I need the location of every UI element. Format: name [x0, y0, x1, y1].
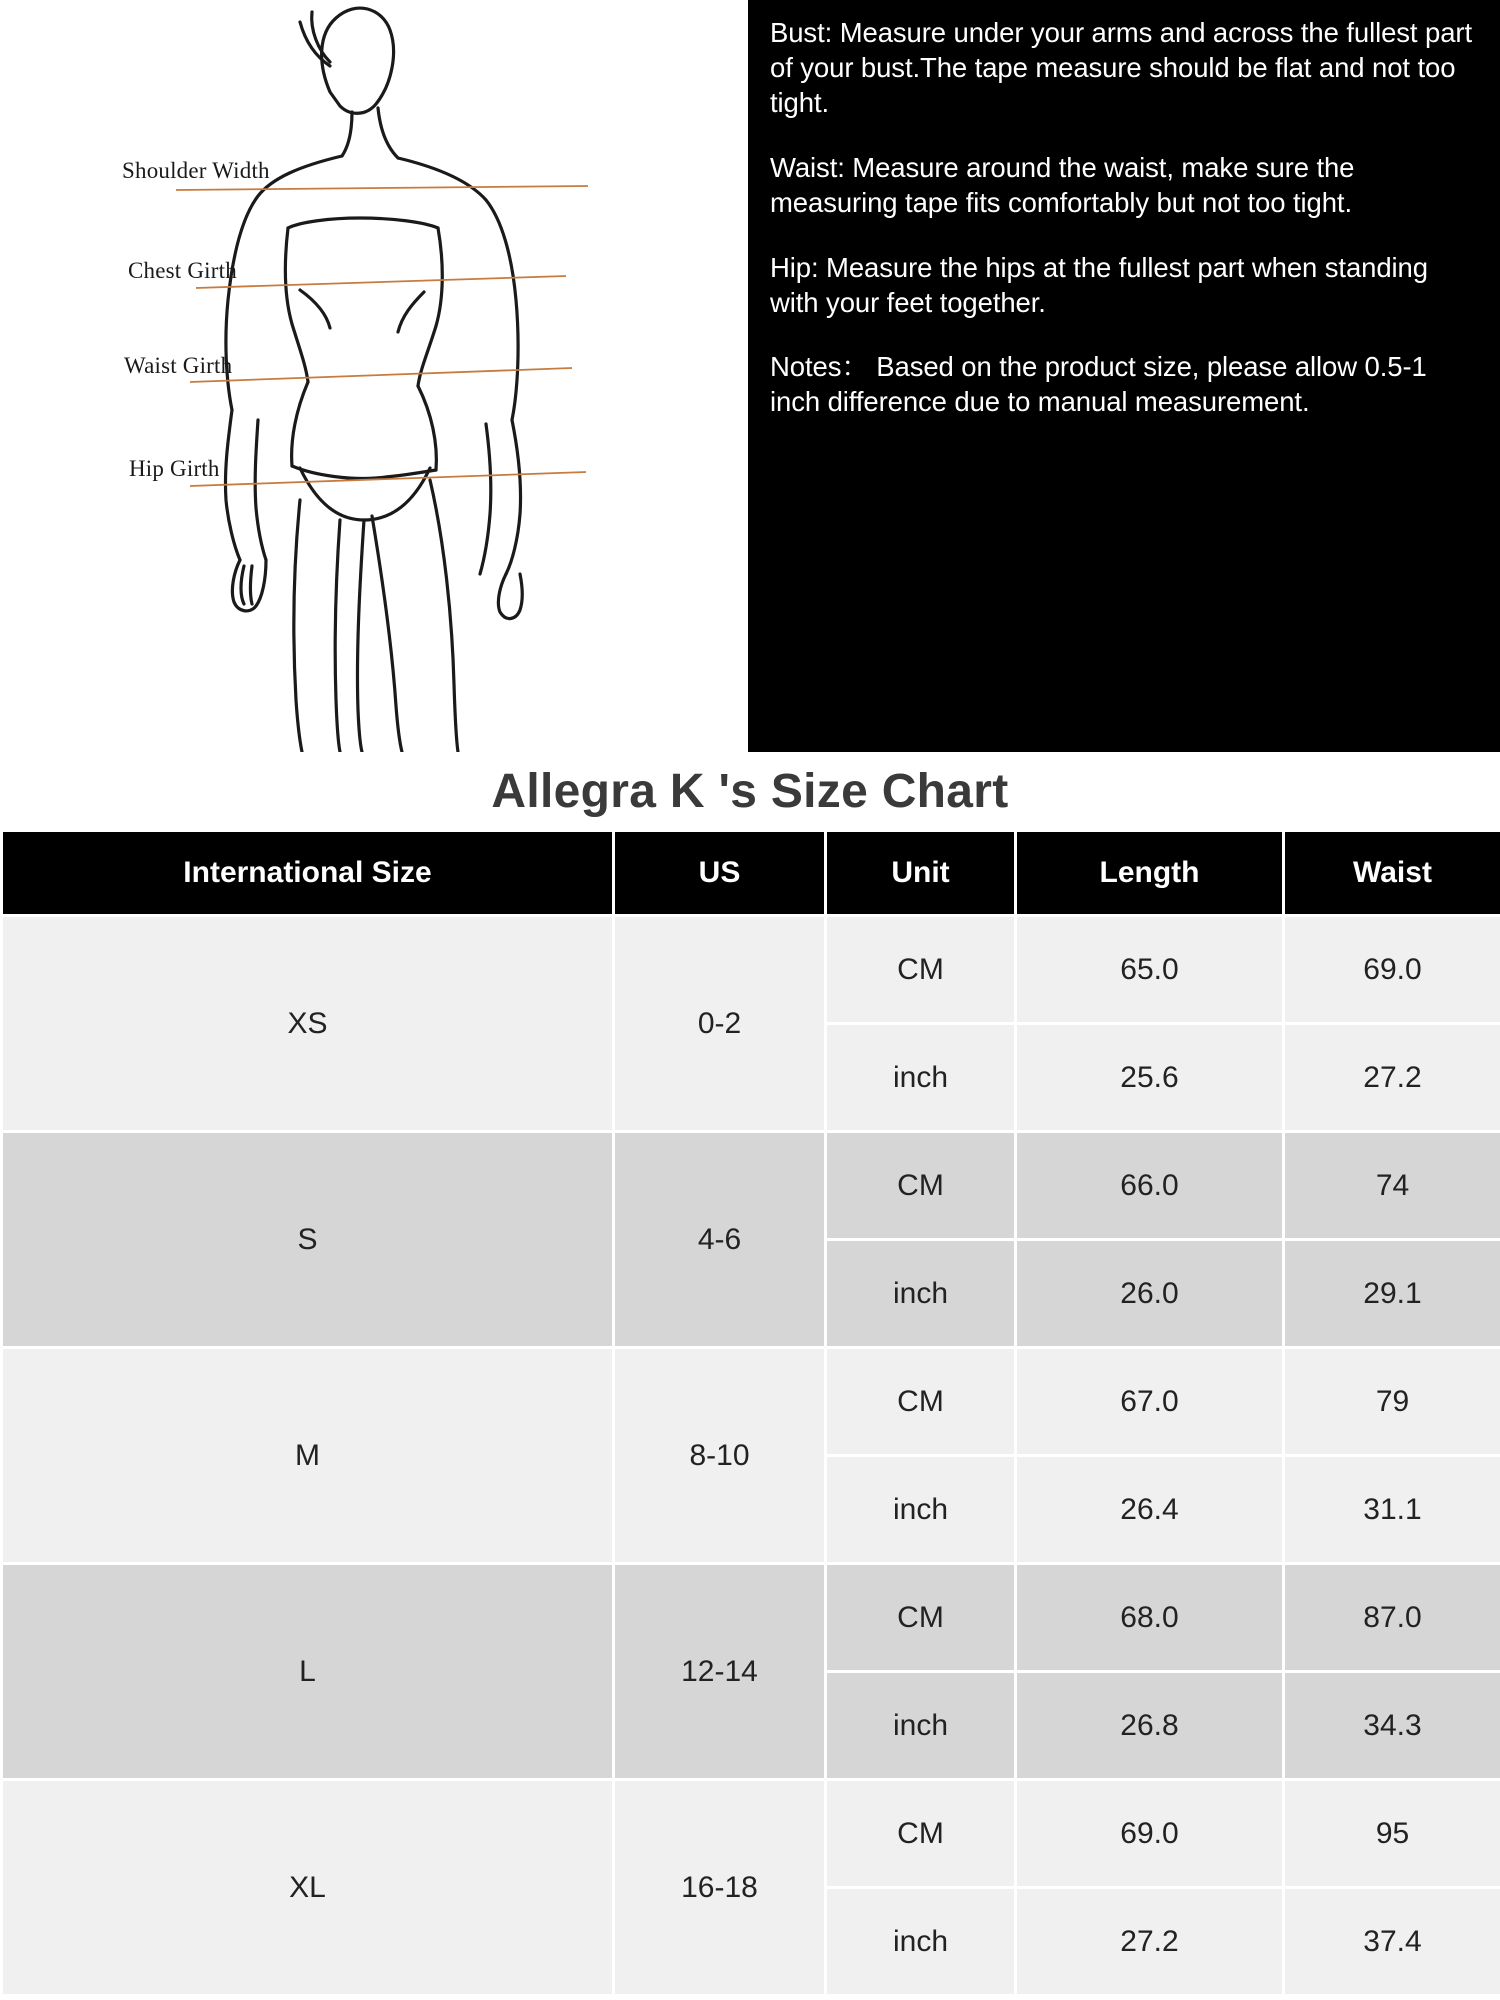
cell-waist: 74	[1284, 1132, 1500, 1240]
cell-waist: 27.2	[1284, 1024, 1500, 1132]
cell-waist: 87.0	[1284, 1564, 1500, 1672]
cell-us-size: 12-14	[614, 1564, 826, 1780]
measurement-guide-section	[0, 0, 1500, 752]
cell-length: 69.0	[1016, 1780, 1284, 1888]
size-chart-table	[0, 829, 1500, 1997]
table-row	[2, 1564, 1500, 1672]
cell-international-size: L	[2, 1564, 614, 1780]
cell-unit: inch	[826, 1240, 1016, 1348]
cell-international-size: M	[2, 1348, 614, 1564]
cell-waist: 37.4	[1284, 1888, 1500, 1996]
cell-length: 25.6	[1016, 1024, 1284, 1132]
cell-unit: inch	[826, 1888, 1016, 1996]
cell-waist: 69.0	[1284, 916, 1500, 1024]
cell-length: 26.8	[1016, 1672, 1284, 1780]
cell-unit: CM	[826, 1780, 1016, 1888]
instruction-bust: Bust: Measure under your arms and across the fullest part of your bust.The tape measure should be flat and not too tight.	[770, 17, 1472, 118]
cell-length: 26.0	[1016, 1240, 1284, 1348]
instruction-hip: Hip: Measure the hips at the fullest part when standing with your feet together.	[770, 251, 1428, 318]
cell-us-size: 0-2	[614, 916, 826, 1132]
instruction-notes: Notes： Based on the product size, please allow 0.5-1 inch difference due to manual measurement.	[770, 351, 1427, 418]
cell-us-size: 4-6	[614, 1132, 826, 1348]
cell-us-size: 16-18	[614, 1780, 826, 1996]
cell-length: 27.2	[1016, 1888, 1284, 1996]
cell-waist: 34.3	[1284, 1672, 1500, 1780]
cell-unit: CM	[826, 916, 1016, 1024]
cell-waist: 29.1	[1284, 1240, 1500, 1348]
measurement-guide-lines	[0, 0, 748, 752]
label-waist-girth: Waist Girth	[124, 353, 233, 378]
header-length: Length	[1016, 831, 1284, 916]
measurement-instructions-panel	[748, 0, 1500, 752]
cell-unit: CM	[826, 1348, 1016, 1456]
cell-length: 65.0	[1016, 916, 1284, 1024]
cell-unit: inch	[826, 1024, 1016, 1132]
table-row	[2, 1780, 1500, 1888]
cell-length: 67.0	[1016, 1348, 1284, 1456]
cell-international-size: XS	[2, 916, 614, 1132]
header-unit: Unit	[826, 831, 1016, 916]
label-shoulder-width: Shoulder Width	[122, 158, 270, 183]
cell-waist: 95	[1284, 1780, 1500, 1888]
table-row	[2, 1348, 1500, 1456]
cell-length: 66.0	[1016, 1132, 1284, 1240]
label-chest-girth: Chest Girth	[128, 258, 237, 283]
label-hip-girth: Hip Girth	[129, 456, 220, 481]
table-header-row	[2, 831, 1500, 916]
instruction-waist: Waist: Measure around the waist, make sure the measuring tape fits comfortably but not too tight.	[770, 151, 1355, 218]
cell-unit: inch	[826, 1672, 1016, 1780]
header-us: US	[614, 831, 826, 916]
table-row	[2, 916, 1500, 1024]
cell-length: 68.0	[1016, 1564, 1284, 1672]
cell-waist: 79	[1284, 1348, 1500, 1456]
cell-length: 26.4	[1016, 1456, 1284, 1564]
page-title: Allegra K 's Size Chart	[491, 765, 1009, 818]
header-waist: Waist	[1284, 831, 1500, 916]
cell-international-size: XL	[2, 1780, 614, 1996]
cell-waist: 31.1	[1284, 1456, 1500, 1564]
cell-us-size: 8-10	[614, 1348, 826, 1564]
cell-unit: inch	[826, 1456, 1016, 1564]
table-row	[2, 1132, 1500, 1240]
cell-unit: CM	[826, 1564, 1016, 1672]
body-figure-diagram	[0, 0, 748, 752]
cell-international-size: S	[2, 1132, 614, 1348]
cell-unit: CM	[826, 1132, 1016, 1240]
header-international-size: International Size	[2, 831, 614, 916]
